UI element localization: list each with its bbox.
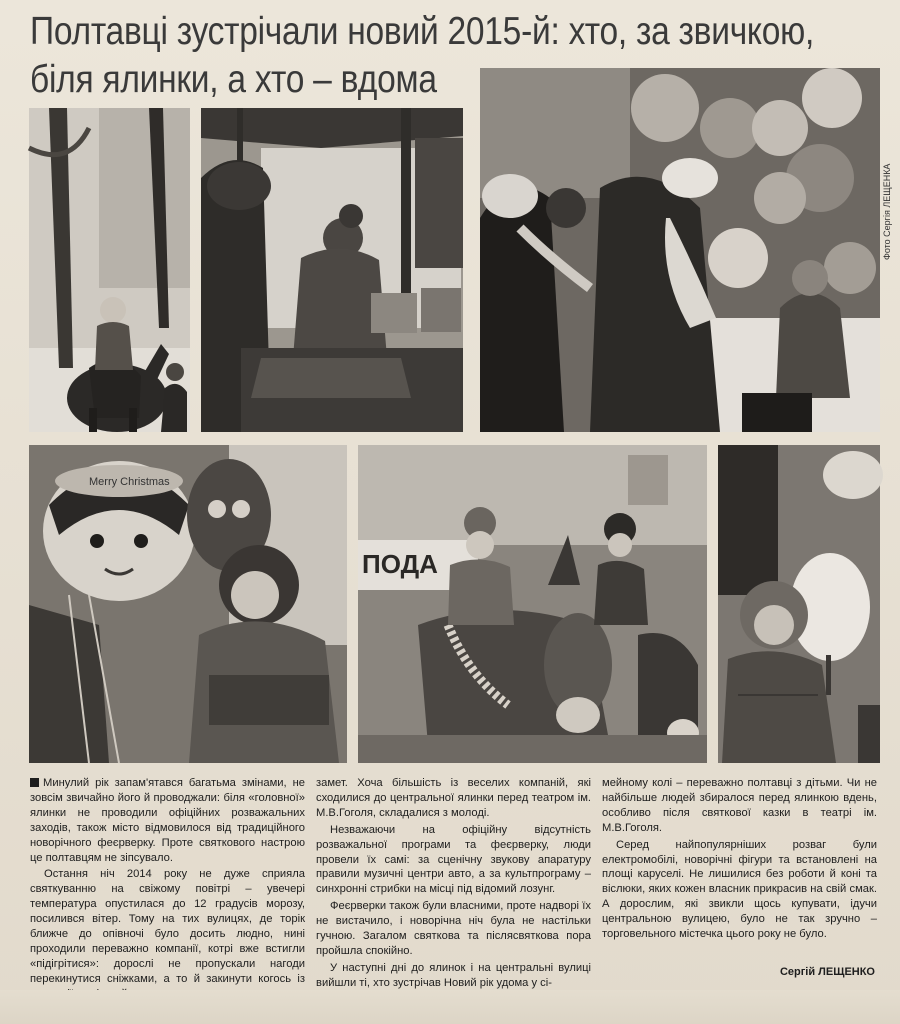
photo-cotton-candy xyxy=(718,445,880,763)
lead-bullet xyxy=(30,778,39,787)
paragraph: Серед найпопулярніших розваг були електромобілі, новорічні фігури та встановлені на площі каруселі. Не лишилися без роботи й коні та віслюки, яких кожен власник прикрасив на свій смак. А дорослим, які звикли щось купувати, ідучи центральною вулицею, було не так зручно – торговельного містечка цього року не було. xyxy=(602,838,877,941)
paragraph: Минулий рік запам'ятався багатьма змінами, не зовсім звичайно його й проводжали: біля «головної» ялинки не проводили офіційних розважальних заходів, також місто відмовилося від традиційного новорічного феєрверку. Проте святкового настрою це полтавцям не зіпсувало. xyxy=(30,777,305,864)
photo-santa-balloons xyxy=(480,68,880,432)
photo-horse-rider xyxy=(29,108,190,432)
paragraph: У наступні дні до ялинок і на центральні вулиці вийшли ті, хто зустрічав Новий рік удома у сі- xyxy=(316,961,591,989)
paragraph: Феєрверки також були власними, проте надворі їх не вистачило, і новорічна ніч була не настільки гучною. Загалом святкова та післясвяткова пора пройшла спокійно. xyxy=(316,900,591,957)
paragraph: замет. Хоча більшість із веселих компаній, які сходилися до центральної ялинки перед театром ім. М.В.Гоголя, складалися з молоді. xyxy=(316,777,591,819)
page-bottom-margin xyxy=(0,990,900,1024)
article-body xyxy=(30,776,878,989)
paragraph: Незважаючи на офіційну відсутність розважальної програми та феєрверку, люди провели їх самі: за сценічну звукову апаратуру правили музичні центри авто, а за культпрограму – синхронні стрибки на місці під відомий лозунг. xyxy=(316,823,591,896)
text-column-1 xyxy=(30,776,305,985)
photo-street-vendor xyxy=(201,108,463,432)
article-author: Сергій ЛЕЩЕНКО xyxy=(779,966,875,978)
paragraph: Остання ніч 2014 року не дуже сприяла святкуванню на свіжому повітрі – увечері температура опустилася до 12 градусів морозу, посилився вітер. Тому на тих вулицях, де торік ближче до опівночі було досить людно, нині проходили переважно компанії, котрі вже встигли «підігрітися»: дорослі не пропускали нагоди перекинутися сніжками, а то й закинути когось із xyxy=(30,868,305,985)
photo-donkey-ride xyxy=(358,445,707,763)
headline-line-1: Полтавці зустрічали новий 2015-й: хто, за звичкою, xyxy=(30,10,815,53)
photo-child-balloons xyxy=(29,445,347,763)
headline-line-2: біля ялинки, а хто – вдома xyxy=(30,58,437,101)
paragraph: мейному колі – переважно полтавці з дітьми. Чи не найбільше людей збиралося перед ялинкою вдень, особливо після святкової казки в театрі ім. М.В.Гоголя. xyxy=(602,777,877,834)
shop-sign-text: ПОДА xyxy=(362,549,438,579)
text-column-3 xyxy=(602,776,877,981)
text-column-2 xyxy=(316,776,591,989)
balloon-text: Merry Christmas xyxy=(89,476,170,488)
photo-credit: Фото Сергія ЛЕЩЕНКА xyxy=(882,163,892,260)
